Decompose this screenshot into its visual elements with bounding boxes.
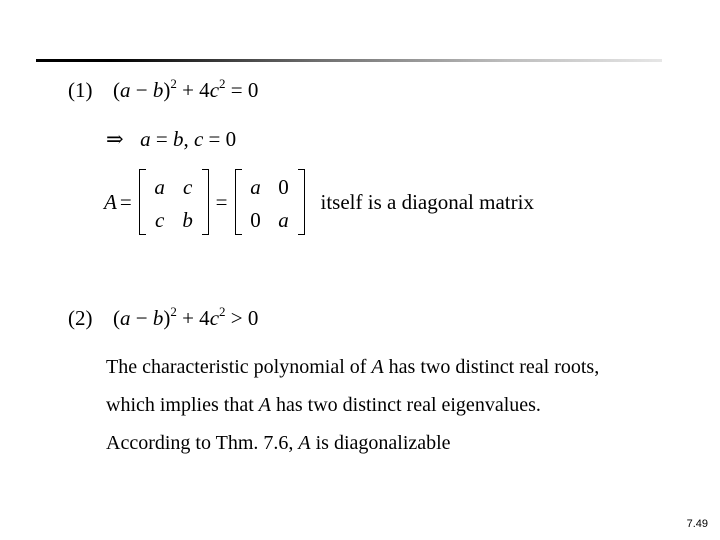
var-a: a — [140, 127, 151, 151]
implies-arrow-icon: ⇒ — [106, 127, 124, 151]
var-c: c — [209, 78, 220, 102]
text: has two distinct real eigenvalues. — [270, 394, 541, 416]
equals: = — [119, 189, 132, 214]
var-b: b — [152, 78, 164, 102]
matrix-var-A: A — [104, 189, 117, 214]
matrix-right — [235, 169, 305, 235]
var-c: c — [193, 127, 204, 151]
case-1-equation — [68, 76, 259, 102]
matrix-cell: a — [278, 208, 289, 232]
equals: = — [150, 127, 173, 151]
paragraph-line-1 — [106, 356, 599, 379]
matrix-cell: c — [183, 175, 193, 199]
var-b: b — [172, 127, 184, 151]
plus-term: + 4 — [176, 306, 210, 330]
text: According to Thm. 7.6, — [106, 432, 299, 454]
minus-sign: − — [130, 306, 153, 330]
case-1-label: (1) — [68, 78, 93, 102]
text: which implies that — [106, 394, 259, 416]
relation: = 0 — [225, 78, 259, 102]
implies-equation — [106, 129, 236, 150]
text: is diagonalizable — [310, 432, 451, 454]
diagonal-statement: itself is a diagonal matrix — [320, 189, 534, 214]
var-a: a — [120, 306, 131, 330]
matrix-cell: b — [182, 208, 193, 232]
text: The characteristic polynomial of — [106, 356, 372, 378]
matrix-cell: a — [154, 175, 165, 199]
relation: > 0 — [225, 306, 259, 330]
matrix-var: A — [371, 356, 384, 378]
case-2-equation — [68, 304, 259, 330]
equals-zero: = 0 — [203, 127, 237, 151]
page-number: 7.49 — [686, 518, 708, 530]
matrix-var: A — [258, 394, 271, 416]
minus-sign: − — [130, 78, 153, 102]
exponent: 2 — [219, 304, 226, 319]
var-c: c — [209, 306, 220, 330]
matrix-cell: 0 — [278, 175, 289, 199]
matrix-cell: c — [155, 208, 165, 232]
paren-close: ) — [163, 78, 171, 102]
exponent: 2 — [170, 304, 177, 319]
var-b: b — [152, 306, 164, 330]
case-2-label: (2) — [68, 306, 93, 330]
matrix-var: A — [298, 432, 311, 454]
paren-open: ( — [113, 306, 120, 330]
exponent: 2 — [170, 76, 177, 91]
comma: , — [183, 127, 194, 151]
matrix-equation — [104, 168, 534, 236]
var-a: a — [120, 78, 131, 102]
matrix-cell: 0 — [250, 208, 261, 232]
exponent: 2 — [219, 76, 226, 91]
paren-open: ( — [113, 78, 120, 102]
paragraph-line-2 — [106, 394, 541, 417]
paren-close: ) — [163, 306, 171, 330]
matrix-left — [139, 169, 209, 235]
paragraph-line-3 — [106, 432, 451, 455]
title-rule — [36, 59, 662, 62]
text: has two distinct real roots, — [383, 356, 600, 378]
equals: = — [215, 189, 228, 214]
plus-term: + 4 — [176, 78, 210, 102]
matrix-cell: a — [250, 175, 261, 199]
